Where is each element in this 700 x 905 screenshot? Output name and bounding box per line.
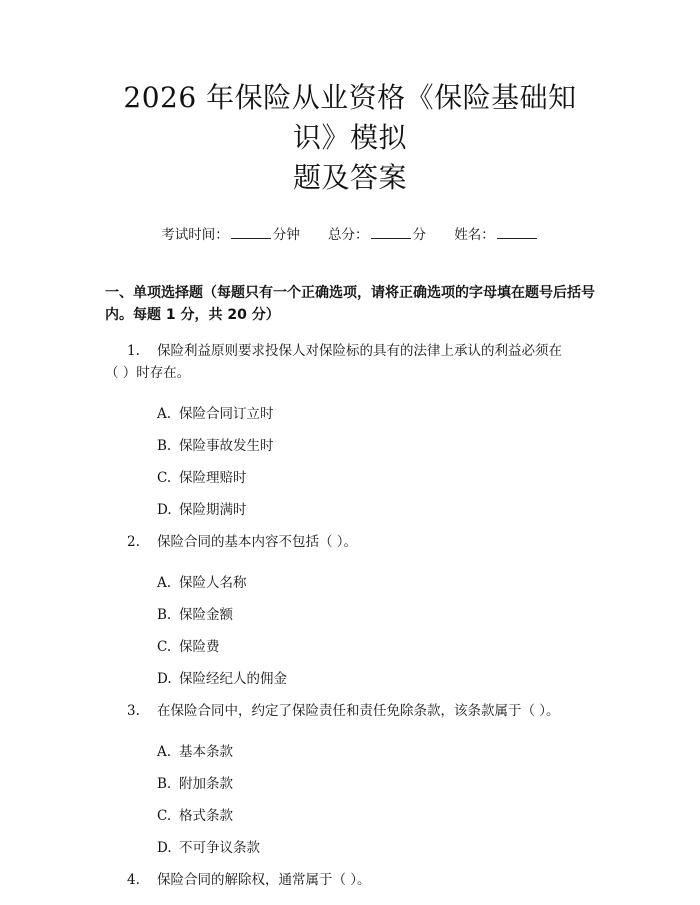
- question-3: [105, 700, 595, 722]
- option-d[interactable]: [105, 838, 595, 858]
- option-text: 不可争议条款: [179, 840, 260, 856]
- exam-time-unit: 分钟: [272, 227, 300, 243]
- document-title: [105, 0, 595, 198]
- option-a[interactable]: [105, 404, 595, 424]
- total-score: [328, 224, 426, 245]
- option-letter: B.: [157, 776, 172, 792]
- option-text: 保险期满时: [179, 502, 247, 518]
- option-letter: A.: [157, 575, 172, 591]
- option-text: 保险费: [179, 639, 220, 655]
- question-text: 在保险合同中，约定了保险责任和责任免除条款，该条款属于（ ）。: [157, 703, 560, 719]
- exam-meta: [105, 224, 595, 244]
- section-heading: [105, 282, 595, 326]
- question-text: 保险合同的解除权，通常属于（ ）。: [157, 872, 371, 888]
- question-number: 4.: [127, 872, 140, 888]
- title-line-2: 题及答案: [292, 161, 407, 194]
- question-number: 1.: [127, 343, 140, 359]
- option-text: 保险经纪人的佣金: [179, 671, 287, 687]
- question-text: 保险利益原则要求投保人对保险标的具有的法律上承认的利益必须在: [157, 343, 562, 359]
- option-c[interactable]: [105, 806, 595, 826]
- question-text-continued: （ ）时存在。: [105, 365, 191, 381]
- option-a[interactable]: [105, 573, 595, 593]
- total-score-unit: 分: [412, 227, 426, 243]
- option-letter: D.: [157, 671, 172, 687]
- total-score-blank[interactable]: [371, 224, 411, 239]
- option-letter: C.: [157, 470, 172, 486]
- option-letter: C.: [157, 808, 172, 824]
- question-1: [105, 340, 595, 384]
- total-score-label: 总分：: [328, 227, 369, 243]
- exam-time-blank[interactable]: [231, 224, 271, 239]
- option-letter: B.: [157, 438, 172, 454]
- option-text: 格式条款: [179, 808, 233, 824]
- question-text: 保险合同的基本内容不包括（ ）。: [157, 534, 358, 550]
- option-c[interactable]: [105, 468, 595, 488]
- option-text: 基本条款: [179, 744, 233, 760]
- student-name: [454, 224, 539, 245]
- option-text: 保险事故发生时: [179, 438, 274, 454]
- student-name-blank[interactable]: [497, 224, 537, 239]
- section-heading-line-2: 内。每题 1 分，共 20 分）: [105, 307, 280, 323]
- options-q1: [105, 404, 595, 520]
- option-d[interactable]: [105, 500, 595, 520]
- option-letter: C.: [157, 639, 172, 655]
- option-letter: A.: [157, 406, 172, 422]
- question-number: 3.: [127, 703, 140, 719]
- question-2: [105, 531, 595, 553]
- student-name-label: 姓名：: [454, 227, 495, 243]
- section-heading-line-1: 一、单项选择题（每题只有一个正确选项，请将正确选项的字母填在题号后括号: [105, 285, 595, 301]
- option-b[interactable]: [105, 605, 595, 625]
- exam-time: [161, 224, 300, 245]
- option-d[interactable]: [105, 669, 595, 689]
- option-b[interactable]: [105, 436, 595, 456]
- option-text: 保险理赔时: [179, 470, 247, 486]
- option-letter: D.: [157, 840, 172, 856]
- question-4: [105, 869, 595, 891]
- option-text: 保险合同订立时: [179, 406, 274, 422]
- option-letter: D.: [157, 502, 172, 518]
- option-c[interactable]: [105, 637, 595, 657]
- option-letter: B.: [157, 607, 172, 623]
- option-a[interactable]: [105, 742, 595, 762]
- option-b[interactable]: [105, 774, 595, 794]
- option-text: 保险人名称: [179, 575, 247, 591]
- option-text: 保险金额: [179, 607, 233, 623]
- title-line-1: 2026 年保险从业资格《保险基础知识》模拟: [123, 81, 577, 154]
- option-text: 附加条款: [179, 776, 233, 792]
- options-q3: [105, 742, 595, 858]
- question-number: 2.: [127, 534, 140, 550]
- exam-time-label: 考试时间：: [161, 227, 229, 243]
- option-letter: A.: [157, 744, 172, 760]
- options-q2: [105, 573, 595, 689]
